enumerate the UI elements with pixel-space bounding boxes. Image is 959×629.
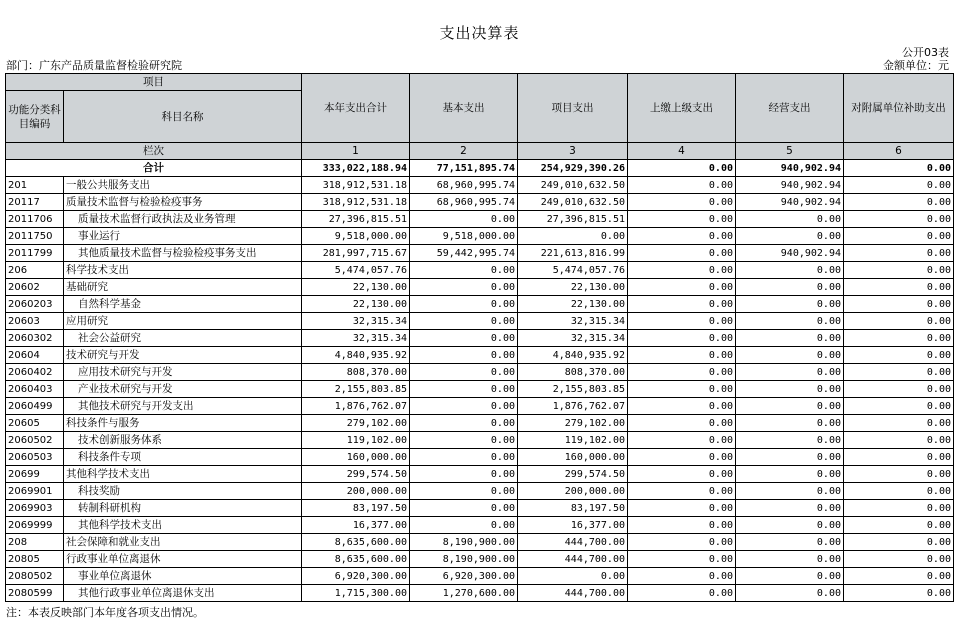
- row-value: 22,130.00: [302, 296, 410, 313]
- row-code: 2060403: [6, 381, 64, 398]
- table-row: [6, 534, 954, 551]
- row-value: 2,155,803.85: [302, 381, 410, 398]
- table-row: [6, 347, 954, 364]
- row-name: 事业单位离退休: [64, 568, 302, 585]
- row-value: 0.00: [628, 466, 736, 483]
- row-code: 2011750: [6, 228, 64, 245]
- row-value: 221,613,816.99: [518, 245, 628, 262]
- row-value: 0.00: [736, 211, 844, 228]
- total-label: 合计: [6, 160, 302, 177]
- column-index-cell: 2: [410, 143, 518, 160]
- row-code: 20805: [6, 551, 64, 568]
- row-value: 0.00: [736, 534, 844, 551]
- row-value: 6,920,300.00: [302, 568, 410, 585]
- row-value: 0.00: [736, 449, 844, 466]
- row-code: 2060499: [6, 398, 64, 415]
- row-value: 0.00: [736, 585, 844, 602]
- row-value: 83,197.50: [518, 500, 628, 517]
- unit-label: 金额单位：元: [883, 59, 949, 72]
- row-code: 2069901: [6, 483, 64, 500]
- row-value: 1,876,762.07: [302, 398, 410, 415]
- row-code: 2011706: [6, 211, 64, 228]
- row-name: 质量技术监督行政执法及业务管理: [64, 211, 302, 228]
- row-value: 0.00: [844, 381, 954, 398]
- row-value: 0.00: [628, 194, 736, 211]
- row-value: 4,840,935.92: [302, 347, 410, 364]
- table-row: [6, 330, 954, 347]
- footer-note: 注：本表反映部门本年度各项支出情况。: [6, 606, 204, 619]
- row-value: 27,396,815.51: [302, 211, 410, 228]
- row-value: 0.00: [736, 296, 844, 313]
- table-row: [6, 398, 954, 415]
- table-row: [6, 415, 954, 432]
- table-row: [6, 228, 954, 245]
- row-code: 20603: [6, 313, 64, 330]
- row-value: 59,442,995.74: [410, 245, 518, 262]
- row-value: 279,102.00: [518, 415, 628, 432]
- page-title: 支出决算表: [439, 24, 520, 42]
- row-value: 6,920,300.00: [410, 568, 518, 585]
- row-value: 299,574.50: [518, 466, 628, 483]
- row-value: 0.00: [628, 449, 736, 466]
- row-value: 0.00: [628, 313, 736, 330]
- row-value: 0.00: [736, 483, 844, 500]
- row-code: 2080502: [6, 568, 64, 585]
- column-index-row: [6, 143, 954, 160]
- row-value: 0.00: [518, 228, 628, 245]
- row-code: 20117: [6, 194, 64, 211]
- row-value: 8,635,600.00: [302, 551, 410, 568]
- row-value: 249,010,632.50: [518, 194, 628, 211]
- row-value: 8,190,900.00: [410, 551, 518, 568]
- row-value: 0.00: [736, 347, 844, 364]
- row-name: 自然科学基金: [64, 296, 302, 313]
- row-name: 其他质量技术监督与检验检疫事务支出: [64, 245, 302, 262]
- row-value: 0.00: [628, 347, 736, 364]
- table-row: [6, 279, 954, 296]
- row-value: 200,000.00: [302, 483, 410, 500]
- row-value: 0.00: [628, 500, 736, 517]
- row-value: 0.00: [844, 517, 954, 534]
- row-value: 4,840,935.92: [518, 347, 628, 364]
- row-value: 0.00: [736, 228, 844, 245]
- header-total: 本年支出合计: [302, 74, 410, 143]
- row-value: 0.00: [844, 245, 954, 262]
- table-row: [6, 364, 954, 381]
- row-value: 940,902.94: [736, 194, 844, 211]
- row-value: 22,130.00: [302, 279, 410, 296]
- column-index-cell: 6: [844, 143, 954, 160]
- header-basic: 基本支出: [410, 74, 518, 143]
- row-value: 0.00: [844, 483, 954, 500]
- row-value: 249,010,632.50: [518, 177, 628, 194]
- row-value: 444,700.00: [518, 551, 628, 568]
- row-value: 444,700.00: [518, 534, 628, 551]
- row-value: 32,315.34: [302, 330, 410, 347]
- table-row: [6, 381, 954, 398]
- row-value: 0.00: [410, 449, 518, 466]
- row-value: 0.00: [844, 211, 954, 228]
- table-row: [6, 551, 954, 568]
- row-name: 一般公共服务支出: [64, 177, 302, 194]
- row-value: 0.00: [736, 466, 844, 483]
- row-value: 318,912,531.18: [302, 177, 410, 194]
- row-value: 1,270,600.00: [410, 585, 518, 602]
- row-value: 0.00: [736, 279, 844, 296]
- row-value: 0.00: [410, 279, 518, 296]
- row-value: 16,377.00: [302, 517, 410, 534]
- table-row: [6, 313, 954, 330]
- row-name: 应用研究: [64, 313, 302, 330]
- row-name: 基础研究: [64, 279, 302, 296]
- row-value: 0.00: [844, 466, 954, 483]
- row-value: 27,396,815.51: [518, 211, 628, 228]
- row-value: 0.00: [410, 211, 518, 228]
- header-code: 功能分类科目编码: [6, 91, 64, 143]
- row-value: 0.00: [628, 568, 736, 585]
- row-name: 技术创新服务体系: [64, 432, 302, 449]
- row-value: 0.00: [410, 500, 518, 517]
- table-row: [6, 296, 954, 313]
- row-code: 2080599: [6, 585, 64, 602]
- row-code: 20604: [6, 347, 64, 364]
- row-value: 119,102.00: [302, 432, 410, 449]
- row-code: 2011799: [6, 245, 64, 262]
- row-name: 转制科研机构: [64, 500, 302, 517]
- row-value: 0.00: [410, 330, 518, 347]
- header-project: 项目支出: [518, 74, 628, 143]
- row-value: 318,912,531.18: [302, 194, 410, 211]
- row-value: 0.00: [844, 398, 954, 415]
- row-value: 299,574.50: [302, 466, 410, 483]
- total-value: 940,902.94: [736, 160, 844, 177]
- column-index-cell: 5: [736, 143, 844, 160]
- row-value: 0.00: [628, 262, 736, 279]
- row-value: 808,370.00: [302, 364, 410, 381]
- row-code: 2060402: [6, 364, 64, 381]
- row-value: 32,315.34: [518, 313, 628, 330]
- row-value: 0.00: [410, 262, 518, 279]
- form-id: 公开03表: [902, 46, 949, 59]
- total-value: 0.00: [844, 160, 954, 177]
- row-code: 206: [6, 262, 64, 279]
- row-value: 32,315.34: [302, 313, 410, 330]
- row-value: 0.00: [736, 432, 844, 449]
- header-operation: 经营支出: [736, 74, 844, 143]
- row-value: 0.00: [844, 568, 954, 585]
- table-row: [6, 262, 954, 279]
- row-value: 0.00: [736, 262, 844, 279]
- row-name: 科学技术支出: [64, 262, 302, 279]
- table-row: [6, 211, 954, 228]
- row-code: 2060503: [6, 449, 64, 466]
- row-value: 0.00: [736, 313, 844, 330]
- row-value: 279,102.00: [302, 415, 410, 432]
- row-value: 5,474,057.76: [518, 262, 628, 279]
- table-row: [6, 483, 954, 500]
- table-row: [6, 194, 954, 211]
- row-value: 0.00: [628, 211, 736, 228]
- total-value: 333,022,188.94: [302, 160, 410, 177]
- row-value: 1,715,300.00: [302, 585, 410, 602]
- row-value: 0.00: [736, 551, 844, 568]
- row-value: 0.00: [628, 432, 736, 449]
- row-value: 0.00: [628, 517, 736, 534]
- row-code: 2060203: [6, 296, 64, 313]
- row-value: 444,700.00: [518, 585, 628, 602]
- row-value: 0.00: [628, 330, 736, 347]
- row-value: 5,474,057.76: [302, 262, 410, 279]
- row-value: 0.00: [844, 194, 954, 211]
- row-value: 281,997,715.67: [302, 245, 410, 262]
- row-name: 社会公益研究: [64, 330, 302, 347]
- row-value: 32,315.34: [518, 330, 628, 347]
- table-row: [6, 568, 954, 585]
- department-label: 部门：广东产品质量监督检验研究院: [6, 59, 182, 72]
- row-value: 0.00: [844, 313, 954, 330]
- table-row: [6, 500, 954, 517]
- header-name: 科目名称: [64, 91, 302, 143]
- row-code: 20602: [6, 279, 64, 296]
- total-value: 254,929,390.26: [518, 160, 628, 177]
- row-value: 160,000.00: [302, 449, 410, 466]
- table-row: [6, 245, 954, 262]
- row-code: 201: [6, 177, 64, 194]
- row-value: 0.00: [628, 534, 736, 551]
- row-value: 0.00: [628, 279, 736, 296]
- row-name: 其他技术研究与开发支出: [64, 398, 302, 415]
- row-value: 0.00: [844, 364, 954, 381]
- row-value: 0.00: [410, 517, 518, 534]
- row-value: 0.00: [844, 449, 954, 466]
- table-row: [6, 517, 954, 534]
- row-value: 0.00: [628, 398, 736, 415]
- header-item-group: 项目: [6, 74, 302, 91]
- row-value: 0.00: [736, 398, 844, 415]
- row-value: 0.00: [844, 415, 954, 432]
- row-name: 产业技术研究与开发: [64, 381, 302, 398]
- total-value: 0.00: [628, 160, 736, 177]
- row-value: 0.00: [844, 500, 954, 517]
- row-code: 2060302: [6, 330, 64, 347]
- row-value: 0.00: [844, 347, 954, 364]
- row-value: 22,130.00: [518, 296, 628, 313]
- total-row: [6, 160, 954, 177]
- row-name: 其他科学技术支出: [64, 466, 302, 483]
- row-value: 0.00: [844, 551, 954, 568]
- row-value: 9,518,000.00: [410, 228, 518, 245]
- row-value: 22,130.00: [518, 279, 628, 296]
- row-name: 科技奖励: [64, 483, 302, 500]
- row-value: 0.00: [844, 228, 954, 245]
- row-value: 0.00: [628, 177, 736, 194]
- row-value: 0.00: [410, 466, 518, 483]
- row-code: 2069903: [6, 500, 64, 517]
- row-value: 119,102.00: [518, 432, 628, 449]
- row-value: 0.00: [410, 296, 518, 313]
- row-value: 0.00: [844, 296, 954, 313]
- total-value: 77,151,895.74: [410, 160, 518, 177]
- row-value: 0.00: [410, 347, 518, 364]
- row-value: 0.00: [736, 568, 844, 585]
- column-index-cell: 3: [518, 143, 628, 160]
- row-code: 2069999: [6, 517, 64, 534]
- row-value: 0.00: [844, 330, 954, 347]
- row-value: 808,370.00: [518, 364, 628, 381]
- row-value: 0.00: [518, 568, 628, 585]
- row-code: 2060502: [6, 432, 64, 449]
- row-name: 其他科学技术支出: [64, 517, 302, 534]
- row-value: 0.00: [410, 398, 518, 415]
- row-value: 2,155,803.85: [518, 381, 628, 398]
- table-row: [6, 466, 954, 483]
- row-value: 0.00: [410, 415, 518, 432]
- row-value: 16,377.00: [518, 517, 628, 534]
- row-code: 20605: [6, 415, 64, 432]
- row-value: 0.00: [628, 415, 736, 432]
- row-value: 940,902.94: [736, 177, 844, 194]
- row-value: 0.00: [736, 330, 844, 347]
- row-value: 0.00: [628, 585, 736, 602]
- row-value: 0.00: [628, 228, 736, 245]
- row-value: 0.00: [736, 517, 844, 534]
- row-value: 68,960,995.74: [410, 177, 518, 194]
- row-value: 0.00: [844, 432, 954, 449]
- table-row: [6, 449, 954, 466]
- row-value: 83,197.50: [302, 500, 410, 517]
- table-row: [6, 177, 954, 194]
- row-code: 20699: [6, 466, 64, 483]
- row-value: 0.00: [844, 585, 954, 602]
- column-index-cell: 4: [628, 143, 736, 160]
- row-name: 科技条件专项: [64, 449, 302, 466]
- row-value: 0.00: [736, 364, 844, 381]
- row-value: 0.00: [628, 381, 736, 398]
- row-value: 0.00: [410, 381, 518, 398]
- row-name: 事业运行: [64, 228, 302, 245]
- row-name: 技术研究与开发: [64, 347, 302, 364]
- row-value: 0.00: [410, 432, 518, 449]
- expenditure-table: [5, 73, 954, 602]
- header-upper: 上缴上级支出: [628, 74, 736, 143]
- row-value: 0.00: [410, 364, 518, 381]
- row-value: 940,902.94: [736, 245, 844, 262]
- row-value: 0.00: [628, 296, 736, 313]
- column-index-label: 栏次: [6, 143, 302, 160]
- row-name: 应用技术研究与开发: [64, 364, 302, 381]
- row-name: 质量技术监督与检验检疫事务: [64, 194, 302, 211]
- row-value: 0.00: [844, 534, 954, 551]
- table-row: [6, 585, 954, 602]
- row-value: 0.00: [410, 483, 518, 500]
- row-value: 0.00: [736, 415, 844, 432]
- row-value: 0.00: [628, 551, 736, 568]
- row-name: 科技条件与服务: [64, 415, 302, 432]
- row-name: 社会保障和就业支出: [64, 534, 302, 551]
- row-value: 0.00: [844, 177, 954, 194]
- row-value: 68,960,995.74: [410, 194, 518, 211]
- row-name: 行政事业单位离退休: [64, 551, 302, 568]
- row-value: 0.00: [844, 279, 954, 296]
- row-value: 0.00: [736, 500, 844, 517]
- row-value: 0.00: [844, 262, 954, 279]
- row-value: 9,518,000.00: [302, 228, 410, 245]
- row-value: 200,000.00: [518, 483, 628, 500]
- row-code: 208: [6, 534, 64, 551]
- row-value: 1,876,762.07: [518, 398, 628, 415]
- row-value: 8,635,600.00: [302, 534, 410, 551]
- row-name: 其他行政事业单位离退休支出: [64, 585, 302, 602]
- row-value: 8,190,900.00: [410, 534, 518, 551]
- header-subsidy: 对附属单位补助支出: [844, 74, 954, 143]
- table-row: [6, 432, 954, 449]
- row-value: 160,000.00: [518, 449, 628, 466]
- row-value: 0.00: [410, 313, 518, 330]
- row-value: 0.00: [628, 364, 736, 381]
- row-value: 0.00: [736, 381, 844, 398]
- column-index-cell: 1: [302, 143, 410, 160]
- row-value: 0.00: [628, 483, 736, 500]
- row-value: 0.00: [628, 245, 736, 262]
